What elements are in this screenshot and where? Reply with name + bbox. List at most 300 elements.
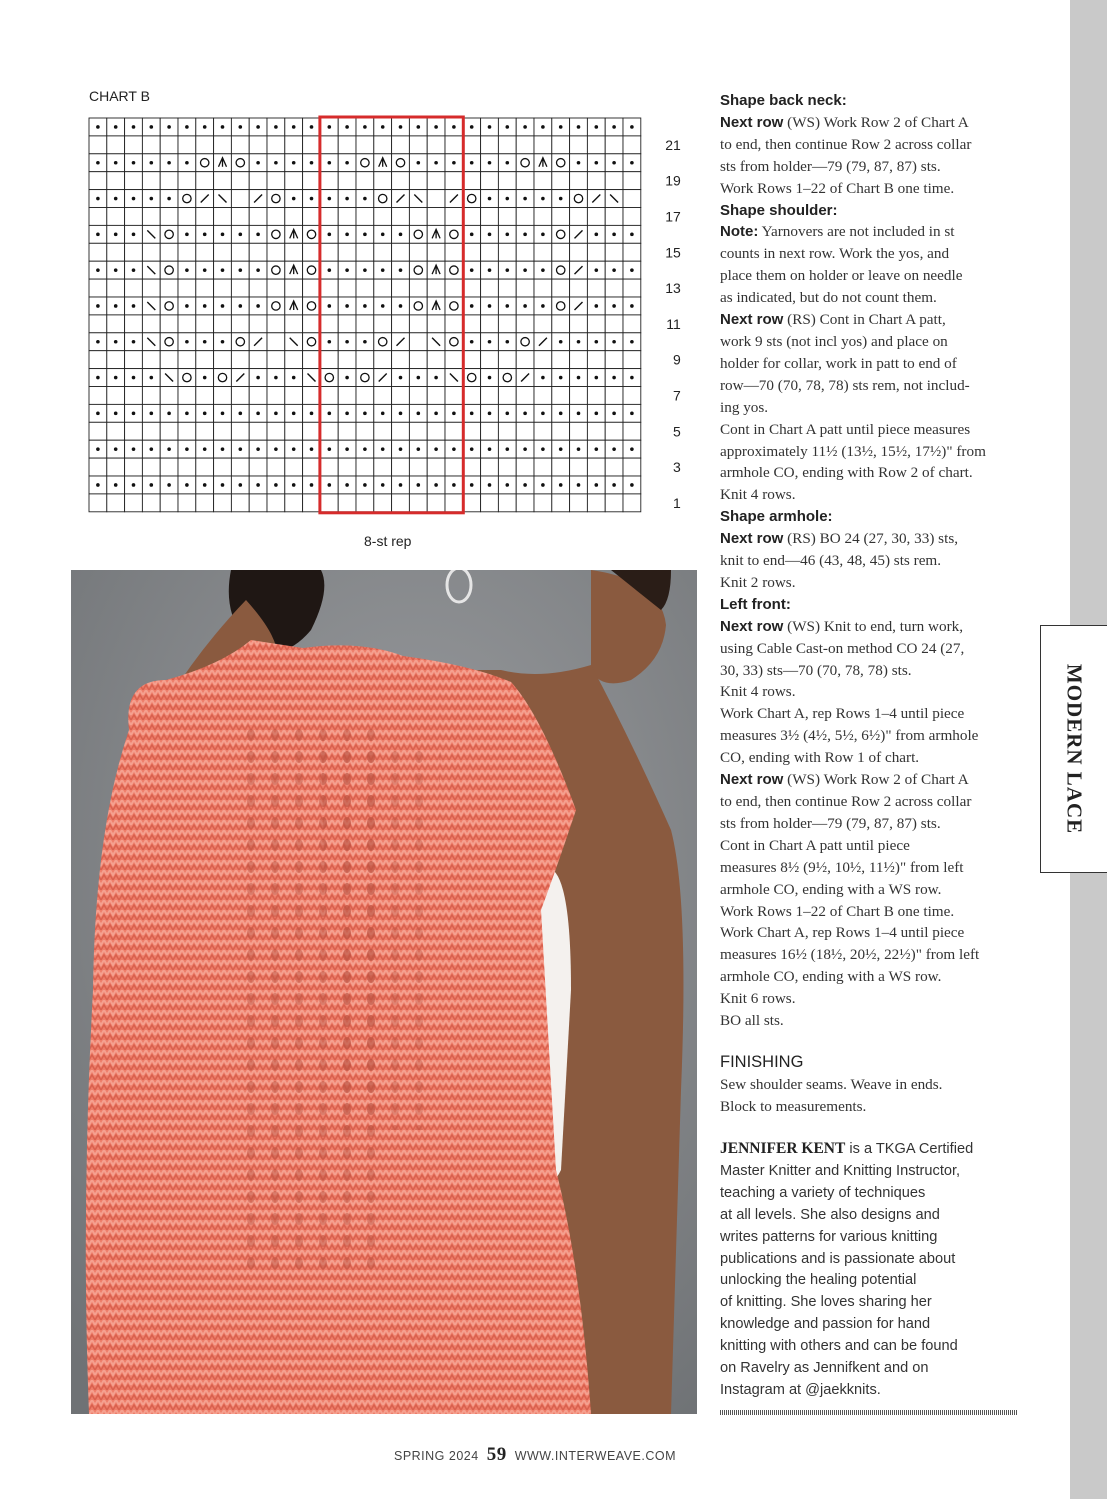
- purl-symbol: [132, 447, 136, 451]
- purl-symbol: [506, 233, 510, 237]
- chart-cell: [463, 369, 481, 387]
- purl-symbol: [523, 233, 527, 237]
- section-tab-label: MODERN LACE: [1062, 663, 1087, 835]
- chart-cell: [178, 190, 196, 208]
- chart-cell: [231, 172, 249, 190]
- purl-symbol: [221, 412, 225, 416]
- chart-cell: [356, 387, 374, 405]
- chart-cell: [463, 243, 481, 261]
- text-line: teaching a variety of techniques: [720, 1184, 926, 1201]
- chart-cell: [516, 136, 534, 154]
- chart-cell: [552, 351, 570, 369]
- purl-symbol: [239, 412, 243, 416]
- bio-line-0: [720, 1138, 1020, 1161]
- purl-symbol: [203, 268, 207, 272]
- purl-symbol: [292, 376, 296, 380]
- chart-cell: [285, 422, 303, 440]
- chart-cell: [267, 351, 285, 369]
- purl-symbol: [470, 483, 474, 487]
- purl-symbol: [239, 268, 243, 272]
- purl-symbol: [630, 161, 634, 165]
- purl-symbol: [221, 268, 225, 272]
- chart-cell: [231, 190, 249, 208]
- purl-symbol: [96, 125, 100, 129]
- text-line: knowledge and passion for hand: [720, 1316, 931, 1333]
- chart-cell: [160, 458, 178, 476]
- chart-cell: [409, 279, 427, 297]
- chart-cell: [409, 172, 427, 190]
- chart-cell: [125, 458, 143, 476]
- chart-cell: [160, 387, 178, 405]
- chart-cell: [89, 351, 107, 369]
- purl-symbol: [363, 447, 367, 451]
- chart-cell: [463, 172, 481, 190]
- chart-cell: [374, 243, 392, 261]
- purl-symbol: [114, 268, 118, 272]
- chart-cell: [303, 422, 321, 440]
- purl-symbol: [523, 125, 527, 129]
- purl-symbol: [203, 125, 207, 129]
- chart-cell: [374, 351, 392, 369]
- row-number-label: 3: [673, 459, 681, 476]
- purl-symbol: [185, 412, 189, 416]
- chart-cell: [285, 208, 303, 226]
- chart-cell: [320, 243, 338, 261]
- purl-symbol: [274, 125, 278, 129]
- purl-symbol: [523, 412, 527, 416]
- purl-symbol: [132, 233, 136, 237]
- chart-cell: [552, 225, 570, 243]
- text-line: knit to end—46 (43, 48, 45) sts rem.: [720, 552, 942, 570]
- chart-cell: [142, 351, 160, 369]
- chart-cell: [623, 315, 641, 333]
- chart-cell: [231, 315, 249, 333]
- text-line: armhole CO, ending with Row 2 of chart.: [720, 464, 973, 482]
- chart-cell: [142, 279, 160, 297]
- chart-cell: [481, 172, 499, 190]
- chart-cell: [427, 458, 445, 476]
- chart-cell: [463, 208, 481, 226]
- chart-cell: [605, 494, 623, 512]
- chart-cell: [534, 279, 552, 297]
- chart-cell: [303, 225, 321, 243]
- chart-cell: [516, 172, 534, 190]
- text-line: measures 8½ (9½, 10½, 11½)" from left: [720, 858, 964, 876]
- purl-symbol: [203, 483, 207, 487]
- website-link[interactable]: WWW.INTERWEAVE.COM: [514, 1449, 677, 1463]
- chart-cell: [320, 351, 338, 369]
- row-number-label: 5: [673, 423, 681, 440]
- purl-symbol: [452, 447, 456, 451]
- chart-cell: [587, 494, 605, 512]
- chart-cell: [570, 458, 588, 476]
- chart-cell: [498, 315, 516, 333]
- purl-symbol: [114, 304, 118, 308]
- chart-cell: [392, 387, 410, 405]
- chart-cell: [552, 315, 570, 333]
- chart-cell: [587, 458, 605, 476]
- chart-cell: [409, 208, 427, 226]
- chart-cell: [605, 458, 623, 476]
- purl-symbol: [470, 304, 474, 308]
- purl-symbol: [541, 447, 545, 451]
- chart-cell: [320, 208, 338, 226]
- chart-cell: [570, 190, 588, 208]
- chart-cell: [605, 136, 623, 154]
- chart-cell: [231, 494, 249, 512]
- chart-cell: [160, 225, 178, 243]
- chart-cell: [196, 351, 214, 369]
- text-line: of knitting. She loves sharing her: [720, 1294, 932, 1311]
- chart-cell: [445, 387, 463, 405]
- chart-cell: [231, 279, 249, 297]
- chart-cell: [178, 458, 196, 476]
- chart-cell: [125, 387, 143, 405]
- chart-cell: [516, 458, 534, 476]
- chart-cell: [605, 172, 623, 190]
- text-line: BO all sts.: [720, 1012, 784, 1030]
- chart-cell: [552, 208, 570, 226]
- purl-symbol: [434, 483, 438, 487]
- purl-symbol: [167, 483, 171, 487]
- purl-symbol: [630, 304, 634, 308]
- chart-cell: [623, 243, 641, 261]
- chart-cell: [142, 387, 160, 405]
- chart-cell: [303, 172, 321, 190]
- purl-symbol: [612, 268, 616, 272]
- chart-cell: [374, 494, 392, 512]
- chart-cell: [89, 243, 107, 261]
- purl-symbol: [328, 304, 332, 308]
- chart-cell: [409, 351, 427, 369]
- chart-cell: [214, 369, 232, 387]
- purl-symbol: [274, 161, 278, 165]
- chart-cell: [445, 136, 463, 154]
- chart-cell: [107, 458, 125, 476]
- chart-cell: [125, 351, 143, 369]
- purl-symbol: [167, 161, 171, 165]
- purl-symbol: [523, 483, 527, 487]
- chart-cell: [125, 172, 143, 190]
- chart-cell: [267, 190, 285, 208]
- chart-cell: [160, 136, 178, 154]
- chart-cell: [534, 422, 552, 440]
- purl-symbol: [470, 125, 474, 129]
- chart-cell: [605, 243, 623, 261]
- chart-cell: [552, 279, 570, 297]
- purl-symbol: [274, 412, 278, 416]
- text-line: Work Chart A, rep Rows 1–4 until piece: [720, 924, 965, 942]
- chart-cell: [570, 494, 588, 512]
- chart-cell: [605, 351, 623, 369]
- row-number-label: 13: [665, 280, 681, 297]
- chart-cell: [89, 458, 107, 476]
- chart-cell: [516, 494, 534, 512]
- purl-symbol: [488, 340, 492, 344]
- block-p4: [720, 616, 1020, 769]
- purl-symbol: [488, 197, 492, 201]
- chart-cell: [445, 494, 463, 512]
- chart-cell: [498, 279, 516, 297]
- chart-cell: [231, 136, 249, 154]
- purl-symbol: [452, 125, 456, 129]
- chart-cell: [427, 387, 445, 405]
- purl-symbol: [150, 412, 154, 416]
- purl-symbol: [256, 233, 260, 237]
- chart-title: CHART B: [89, 88, 150, 104]
- chart-cell: [570, 422, 588, 440]
- chart-cell: [356, 315, 374, 333]
- text-line: approximately 11½ (13½, 15½, 17½)" from: [720, 442, 986, 460]
- chart-cell: [89, 208, 107, 226]
- chart-cell: [534, 136, 552, 154]
- purl-symbol: [239, 304, 243, 308]
- text-line: is a TKGA Certified: [845, 1141, 974, 1157]
- row-number-label: 7: [673, 387, 681, 404]
- next-row-lead: Next row: [720, 113, 784, 131]
- purl-symbol: [363, 197, 367, 201]
- chart-cell: [196, 172, 214, 190]
- chart-cell: [303, 261, 321, 279]
- purl-symbol: [577, 447, 581, 451]
- chart-cell: [89, 315, 107, 333]
- purl-symbol: [559, 447, 563, 451]
- purl-symbol: [185, 340, 189, 344]
- vest-photo: [71, 570, 697, 1414]
- chart-cell: [498, 351, 516, 369]
- chart-cell: [445, 351, 463, 369]
- purl-symbol: [506, 197, 510, 201]
- purl-symbol: [541, 233, 545, 237]
- purl-symbol: [506, 268, 510, 272]
- chart-cell: [356, 422, 374, 440]
- chart-cell: [303, 458, 321, 476]
- text-line: measures 16½ (18½, 20½, 22½)" from left: [720, 946, 980, 964]
- chart-cell: [160, 333, 178, 351]
- purl-symbol: [185, 268, 189, 272]
- chart-cell: [481, 279, 499, 297]
- chart-cell: [427, 422, 445, 440]
- purl-symbol: [541, 268, 545, 272]
- chart-cell: [125, 315, 143, 333]
- chart-cell: [267, 315, 285, 333]
- chart-cell: [285, 494, 303, 512]
- chart-cell: [552, 422, 570, 440]
- chart-cell: [587, 315, 605, 333]
- purl-symbol: [96, 447, 100, 451]
- chart-cell: [498, 494, 516, 512]
- purl-symbol: [381, 304, 385, 308]
- chart-cell: [427, 279, 445, 297]
- chart-cell: [445, 172, 463, 190]
- chart-cell: [196, 136, 214, 154]
- chart-cell: [267, 243, 285, 261]
- chart-cell: [587, 387, 605, 405]
- repeat-label: 8-st rep: [364, 533, 412, 549]
- chart-cell: [249, 387, 267, 405]
- chart-cell: [89, 494, 107, 512]
- text-line: unlocking the healing potential: [720, 1272, 917, 1289]
- chart-cell: [214, 422, 232, 440]
- chart-cell: [107, 208, 125, 226]
- purl-symbol: [488, 412, 492, 416]
- chart-cell: [249, 208, 267, 226]
- chart-cell: [160, 208, 178, 226]
- purl-symbol: [185, 447, 189, 451]
- purl-symbol: [221, 483, 225, 487]
- chart-cell: [125, 243, 143, 261]
- purl-symbol: [114, 412, 118, 416]
- chart-cell: [320, 369, 338, 387]
- chart-cell: [605, 208, 623, 226]
- purl-symbol: [630, 233, 634, 237]
- chart-cell: [196, 458, 214, 476]
- purl-symbol: [488, 268, 492, 272]
- chart-cell: [338, 172, 356, 190]
- text-line: on Ravelry as Jennifkent and on: [720, 1360, 929, 1377]
- purl-symbol: [630, 268, 634, 272]
- purl-symbol: [399, 376, 403, 380]
- chart-cell: [267, 333, 285, 351]
- purl-symbol: [328, 125, 332, 129]
- row-number-label: 17: [665, 208, 681, 225]
- purl-symbol: [470, 268, 474, 272]
- chart-cell: [320, 494, 338, 512]
- text-line: counts in next row. Work the yos, and: [720, 245, 950, 263]
- chart-cell: [427, 136, 445, 154]
- text-line: Work Rows 1–22 of Chart B one time.: [720, 179, 955, 197]
- purl-symbol: [345, 304, 349, 308]
- purl-symbol: [328, 447, 332, 451]
- section-tab: [1040, 625, 1107, 873]
- text-line: Yarnovers are not included in st: [761, 223, 955, 241]
- chart-cell: [267, 422, 285, 440]
- chart-cell: [552, 136, 570, 154]
- purl-symbol: [381, 268, 385, 272]
- text-line: using Cable Cast-on method CO 24 (27,: [720, 639, 965, 657]
- text-line: sts from holder—79 (79, 87, 87) sts.: [720, 814, 941, 832]
- purl-symbol: [452, 161, 456, 165]
- text-line: (RS) BO 24 (27, 30, 33) sts,: [787, 530, 959, 548]
- purl-symbol: [612, 304, 616, 308]
- purl-symbol: [399, 483, 403, 487]
- chart-cell: [285, 172, 303, 190]
- chart-cell: [481, 351, 499, 369]
- chart-cell: [196, 154, 214, 172]
- designer-name: JENNIFER KENT: [720, 1140, 846, 1157]
- chart-cell: [196, 315, 214, 333]
- chart-cell: [498, 243, 516, 261]
- purl-symbol: [203, 447, 207, 451]
- purl-symbol: [203, 376, 207, 380]
- purl-symbol: [328, 233, 332, 237]
- purl-symbol: [150, 197, 154, 201]
- chart-cell: [516, 279, 534, 297]
- text-line: Knit 2 rows.: [720, 573, 796, 591]
- purl-symbol: [381, 483, 385, 487]
- text-line: work 9 sts (not incl yos) and place on: [720, 332, 948, 350]
- chart-cell: [338, 136, 356, 154]
- purl-symbol: [612, 412, 616, 416]
- purl-symbol: [577, 161, 581, 165]
- purl-symbol: [612, 161, 616, 165]
- purl-symbol: [239, 125, 243, 129]
- purl-symbol: [470, 161, 474, 165]
- purl-symbol: [559, 376, 563, 380]
- chart-cell: [427, 208, 445, 226]
- text-line: Knit 6 rows.: [720, 990, 796, 1008]
- purl-symbol: [132, 161, 136, 165]
- purl-symbol: [328, 412, 332, 416]
- purl-symbol: [612, 376, 616, 380]
- text-line: armhole CO, ending with a WS row.: [720, 880, 942, 898]
- chart-cell: [249, 243, 267, 261]
- chart-cell: [445, 422, 463, 440]
- chart-cell: [534, 458, 552, 476]
- chart-cell: [142, 136, 160, 154]
- purl-symbol: [506, 412, 510, 416]
- chart-cell: [214, 351, 232, 369]
- chart-cell: [338, 279, 356, 297]
- purl-symbol: [506, 304, 510, 308]
- chart-cell: [552, 458, 570, 476]
- chart-cell: [160, 351, 178, 369]
- chart-cell: [392, 458, 410, 476]
- chart-cell: [178, 208, 196, 226]
- purl-symbol: [256, 125, 260, 129]
- chart-cell: [107, 422, 125, 440]
- text-line: measures 3½ (4½, 5½, 6½)" from armhole: [720, 727, 979, 745]
- purl-symbol: [221, 125, 225, 129]
- chart-cell: [605, 387, 623, 405]
- purl-symbol: [132, 125, 136, 129]
- chart-cell: [303, 315, 321, 333]
- chart-cell: [623, 351, 641, 369]
- chart-cell: [125, 279, 143, 297]
- knitting-chart: [80, 108, 700, 528]
- purl-symbol: [256, 304, 260, 308]
- chart-cell: [427, 351, 445, 369]
- p5-line-0: [720, 769, 1020, 791]
- chart-cell: [249, 494, 267, 512]
- next-row-lead: Next row: [720, 311, 784, 329]
- purl-symbol: [559, 340, 563, 344]
- chart-cell: [552, 154, 570, 172]
- chart-cell: [338, 494, 356, 512]
- purl-symbol: [292, 447, 296, 451]
- purl-symbol: [132, 340, 136, 344]
- purl-symbol: [345, 125, 349, 129]
- chart-cell: [356, 243, 374, 261]
- chart-cell: [392, 351, 410, 369]
- purl-symbol: [310, 412, 314, 416]
- chart-cell: [552, 172, 570, 190]
- chart-cell: [445, 279, 463, 297]
- chart-cell: [267, 225, 285, 243]
- chart-cell: [214, 387, 232, 405]
- chart-cell: [623, 279, 641, 297]
- purl-symbol: [114, 233, 118, 237]
- purl-symbol: [595, 304, 599, 308]
- purl-symbol: [185, 233, 189, 237]
- purl-symbol: [630, 447, 634, 451]
- chart-cell: [587, 422, 605, 440]
- chart-cell: [481, 494, 499, 512]
- block-note: [720, 221, 1020, 309]
- chart-cell: [231, 422, 249, 440]
- chart-cell: [427, 315, 445, 333]
- text-line: row—70 (70, 78, 78) sts rem, not includ-: [720, 376, 970, 394]
